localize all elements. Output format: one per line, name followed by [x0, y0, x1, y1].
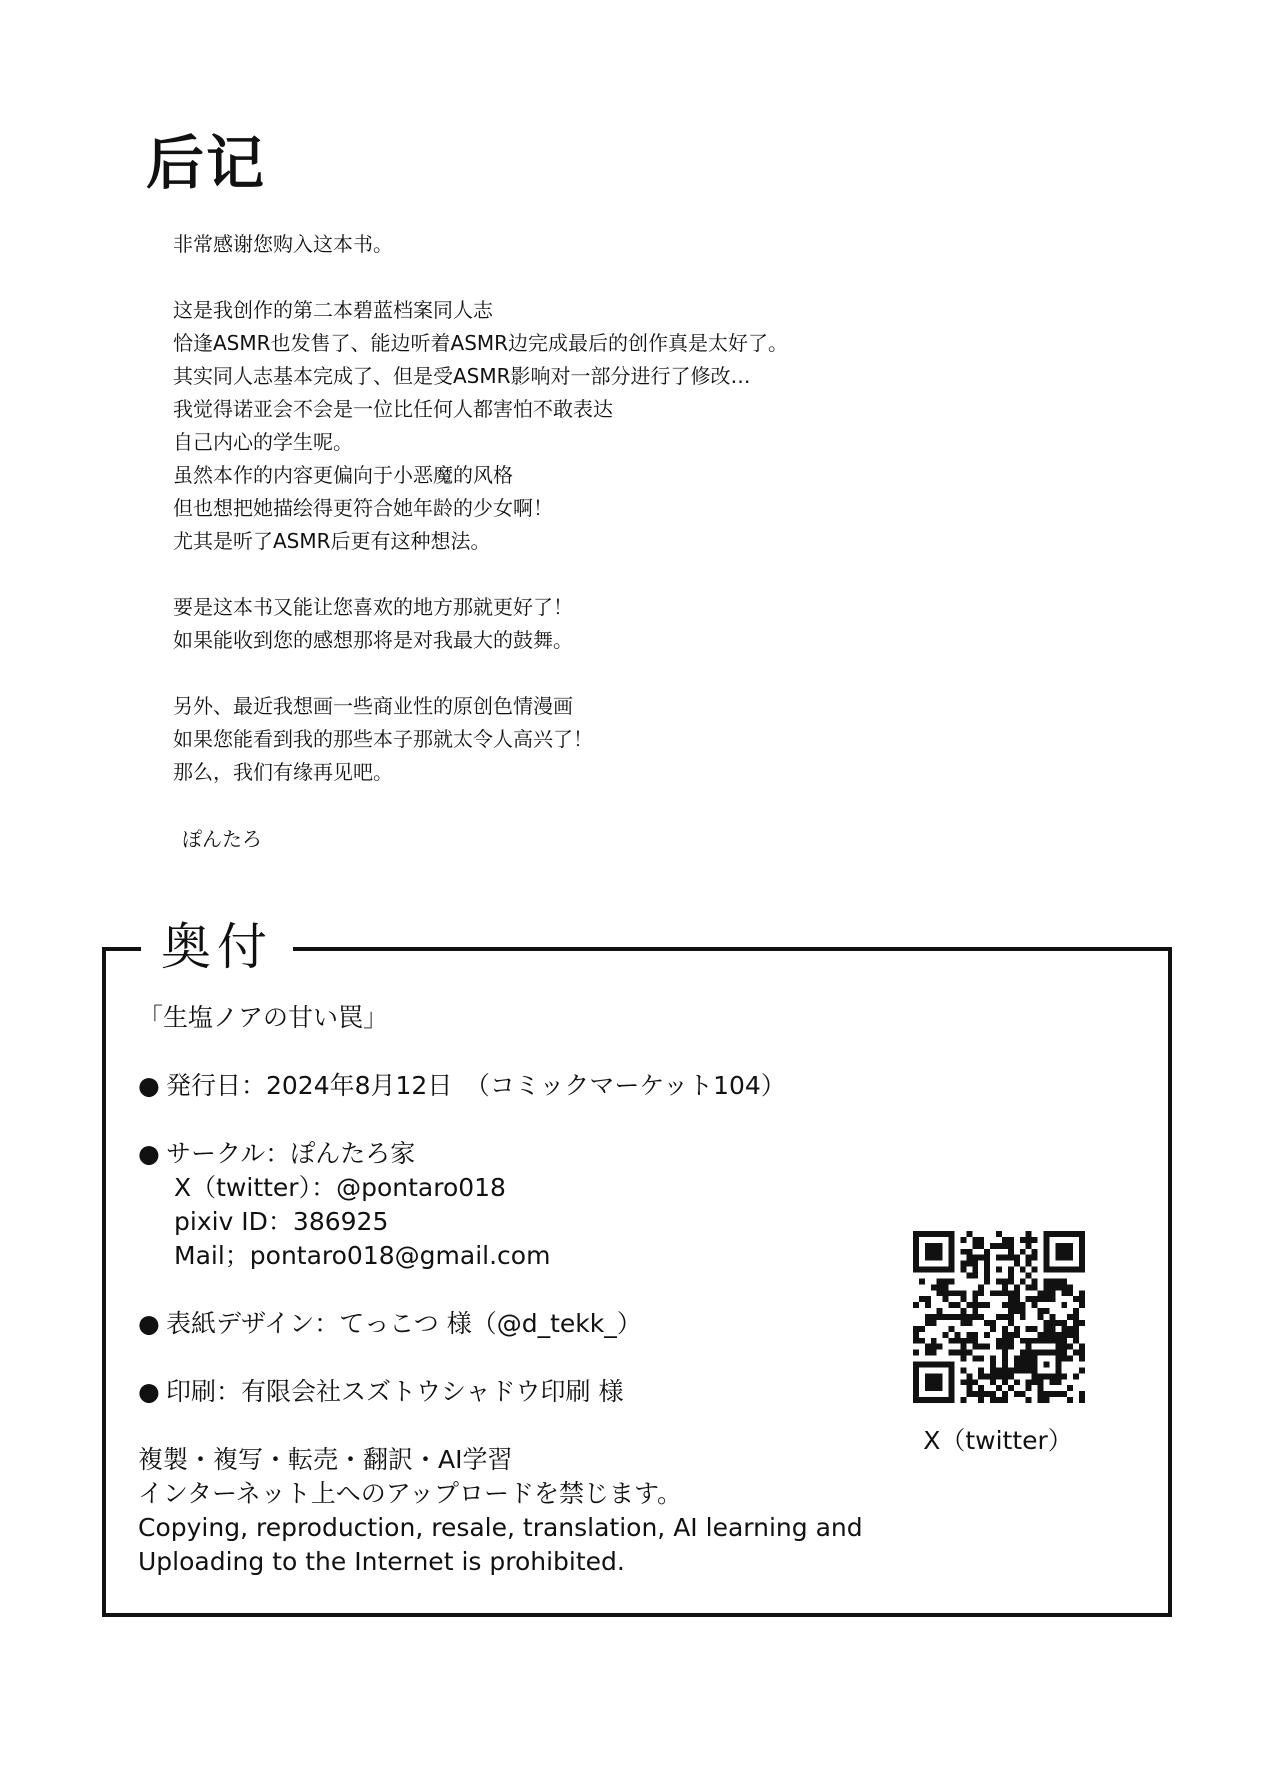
cover-design: 表紙デザイン：てっこつ 様（@d_tekk_） [166, 1309, 642, 1338]
afterword-paragraph [173, 591, 1073, 657]
publish-date-row [138, 1069, 918, 1103]
afterword-line: 非常感谢您购入这本书。 [173, 232, 393, 256]
afterword-line: 但也想把她描绘得更符合她年龄的少女啊！ [173, 496, 553, 520]
colophon-heading: 奥付 [141, 917, 293, 977]
circle-name: サークル：ぽんたろ家 [166, 1139, 416, 1168]
afterword-paragraph [173, 294, 1073, 558]
afterword-line: 恰逢ASMR也发售了、能边听着ASMR边完成最后的创作真是太好了。 [173, 331, 789, 355]
afterword-line: 虽然本作的内容更偏向于小恶魔的风格 [173, 463, 513, 487]
circle-row [138, 1137, 918, 1171]
afterword-paragraph [173, 228, 1073, 261]
twitter-handle: X（twitter）：@pontaro018 [174, 1173, 506, 1202]
mail-address: Mail；pontaro018@gmail.com [174, 1241, 551, 1270]
afterword-line: 要是这本书又能让您喜欢的地方那就更好了！ [173, 595, 573, 619]
bullet-icon: ● [138, 1377, 160, 1406]
afterword-line: 如果能收到您的感想那将是对我最大的鼓舞。 [173, 628, 573, 652]
notice-ja-line: インターネット上へのアップロードを禁じます。 [138, 1479, 683, 1508]
afterword-paragraph [173, 690, 1073, 789]
notice-ja-line: 複製・複写・転売・翻訳・AI学習 [138, 1445, 513, 1474]
afterword-title: 后记 [146, 129, 267, 197]
publish-date: 発行日：2024年8月12日 （コミックマーケット104） [166, 1071, 786, 1100]
afterword-line: 另外、最近我想画一些商业性的原创色情漫画 [173, 694, 573, 718]
afterword-line: 那么，我们有缘再见吧。 [173, 760, 393, 784]
printing-row [138, 1375, 918, 1409]
bullet-icon: ● [138, 1071, 160, 1100]
afterword-body [173, 228, 1073, 822]
afterword-line: 这是我创作的第二本碧蓝档案同人志 [173, 298, 493, 322]
qr-code-label: X（twitter） [923, 1426, 1073, 1455]
author-signature: ぽんたろ [182, 827, 262, 851]
bullet-icon: ● [138, 1309, 160, 1338]
afterword-line: 尤其是听了ASMR后更有这种想法。 [173, 529, 491, 553]
afterword-line: 如果您能看到我的那些本子那就太令人高兴了！ [173, 727, 593, 751]
qr-code-graphic [913, 1231, 1085, 1403]
afterword-line: 自己内心的学生呢。 [173, 430, 353, 454]
afterword-line: 我觉得诺亚会不会是一位比任何人都害怕不敢表达 [173, 397, 613, 421]
notice-en-line: Copying, reproduction, resale, translation, AI learning and [138, 1513, 863, 1542]
cover-design-row [138, 1307, 918, 1341]
afterword-line: 其实同人志基本完成了、但是受ASMR影响对一部分进行了修改… [173, 364, 751, 388]
notice-en-line: Uploading to the Internet is prohibited. [138, 1547, 625, 1576]
qr-code-icon[interactable] [913, 1231, 1085, 1403]
colophon-content [138, 1001, 918, 1579]
book-title: 「生塩ノアの甘い罠」 [138, 1003, 389, 1032]
bullet-icon: ● [138, 1139, 160, 1168]
pixiv-id: pixiv ID：386925 [174, 1207, 389, 1236]
printing: 印刷：有限会社スズトウシャドウ印刷 様 [166, 1377, 624, 1406]
